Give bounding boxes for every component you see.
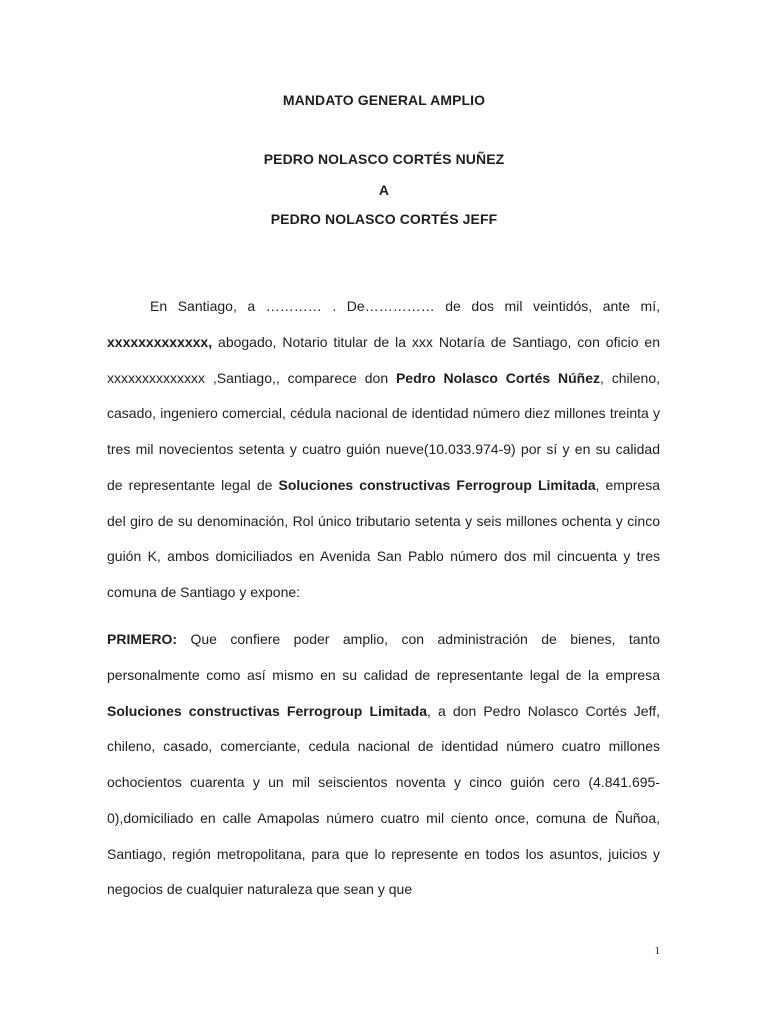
company-name: Soluciones constructivas Ferrogroup Limitada [278, 476, 596, 493]
clause-label-primero: PRIMERO: [107, 631, 177, 647]
connector-a: A [378, 182, 390, 198]
paragraph-primero-text-2: , a don Pedro Nolasco Cortés Jeff, chileno, casado, comerciante, cedula nacional de identidad número cuatro millones ochocientos cuarenta y un mil seiscientos noventa y cinco guión cero (4.841.695-0),domiciliado en calle Amapolas número cuatro mil ciento once, comuna de Ñuñoa, Santiago, región metropolitana, para que lo represente en todos los asuntos, juicios y negocios de cualquier naturaleza que sean y que [107, 702, 660, 898]
paragraph-primero [107, 622, 660, 908]
paragraph-opening [107, 289, 660, 611]
paragraph-opening-text-1: En Santiago, a ………… . De…………… de dos mil veintidós, ante mí, [150, 298, 660, 314]
paragraph-opening-text-3: , chileno, casado, ingeniero comercial, cédula nacional de identidad número diez millones treinta y tres mil novecientos setenta y cuatro guión nueve(10.033.974-9) por sí y en su calidad de representante legal de [107, 369, 660, 493]
grantee-name: PEDRO NOLASCO CORTÉS JEFF [270, 211, 498, 227]
notary-name: xxxxxxxxxxxxx, [107, 333, 213, 350]
paragraph-primero-text-1: Que confiere poder amplio, con administración de bienes, tanto personalmente como así mismo en su calidad de representante legal de la empresa [107, 631, 660, 683]
company-name-2: Soluciones constructivas Ferrogroup Limitada [107, 702, 428, 719]
page-number: 1 [654, 945, 660, 957]
appearing-party-name: Pedro Nolasco Cortés Núñez [395, 369, 600, 386]
paragraph-opening-text-4: , empresa del giro de su denominación, Rol único tributario setenta y seis millones ochenta y cinco guión K, ambos domiciliados en Avenida San Pablo número dos mil cincuenta y tres comuna de Santiago y expone: [107, 476, 660, 600]
document-title: MANDATO GENERAL AMPLIO [282, 92, 486, 108]
grantor-name: PEDRO NOLASCO CORTÉS NUÑEZ [263, 151, 505, 167]
paragraph-opening-text-2: abogado, Notario titular de la xxx Notaría de Santiago, con oficio en xxxxxxxxxxxxxx ,Santiago,, comparece don [107, 333, 660, 386]
